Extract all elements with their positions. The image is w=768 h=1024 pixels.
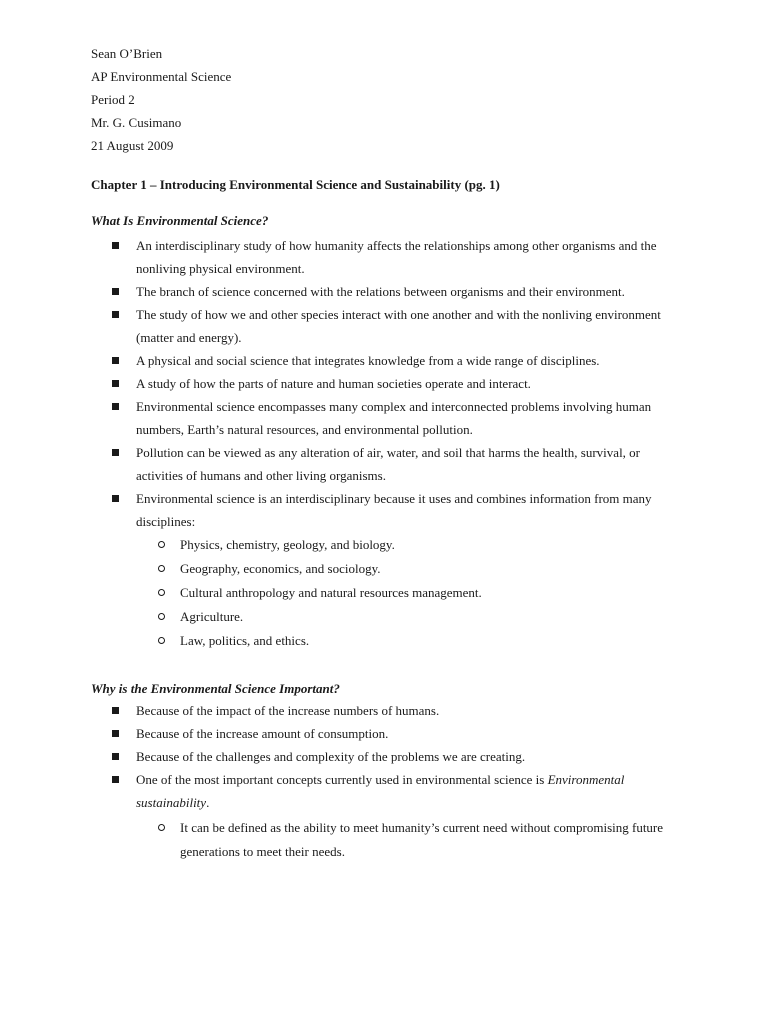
bullet-list-what-is [0,234,768,653]
chapter-title: Chapter 1 – Introducing Environmental Science and Sustainability (pg. 1) [91,177,500,192]
sub-list-item-text: Law, politics, and ethics. [180,633,310,648]
student-header [91,42,231,157]
sub-list-item-text: It can be defined as the ability to meet humanity’s current need without compromising future generations to meet their needs. [180,820,664,859]
list-item [0,722,768,745]
list-item [0,441,768,487]
square-bullet-icon [112,242,119,249]
list-item [0,234,768,280]
sub-bullet-list-disciplines [0,533,768,653]
sub-list-item-text: Agriculture. [180,609,244,624]
circle-bullet-icon [158,541,165,548]
sub-list-item-text: Physics, chemistry, geology, and biology. [180,537,395,552]
list-item [0,699,768,722]
square-bullet-icon [112,357,119,364]
list-item [0,372,768,395]
student-name: Sean O’Brien [91,46,163,61]
square-bullet-icon [112,380,119,387]
sub-bullet-list-sustainability [0,816,768,864]
square-bullet-icon [112,753,119,760]
list-item-text-suffix: . [206,795,210,810]
sustainability-term: Environmental sustainability [136,772,625,810]
sub-list-item-text: Geography, economics, and sociology. [180,561,381,576]
bullet-list-why-important [0,699,768,864]
list-item [0,768,768,864]
sub-list-item-text: Cultural anthropology and natural resources management. [180,585,482,600]
sub-list-item [0,816,768,864]
teacher-name: Mr. G. Cusimano [91,115,182,130]
square-bullet-icon [112,288,119,295]
square-bullet-icon [112,403,119,410]
list-item-text: A physical and social science that integrates knowledge from a wide range of disciplines. [136,353,600,368]
circle-bullet-icon [158,589,165,596]
list-item-text: Environmental science is an interdisciplinary because it uses and combines information from many disciplines: [136,491,652,529]
list-item-text: Because of the impact of the increase numbers of humans. [136,703,440,718]
list-item-text: An interdisciplinary study of how humanity affects the relationships among other organisms and the nonliving physical environment. [136,238,657,276]
list-item [0,280,768,303]
square-bullet-icon [112,707,119,714]
sub-list-item [0,581,768,605]
section-heading-why-important: Why is the Environmental Science Important? [91,681,340,696]
circle-bullet-icon [158,613,165,620]
circle-bullet-icon [158,824,165,831]
sub-list-item [0,605,768,629]
square-bullet-icon [112,730,119,737]
list-item-text: The branch of science concerned with the relations between organisms and their environment. [136,284,625,299]
circle-bullet-icon [158,637,165,644]
list-item [0,395,768,441]
list-item-text: A study of how the parts of nature and human societies operate and interact. [136,376,531,391]
sub-list-item [0,629,768,653]
sub-list-item [0,533,768,557]
list-item-text: Because of the challenges and complexity of the problems we are creating. [136,749,526,764]
circle-bullet-icon [158,565,165,572]
square-bullet-icon [112,495,119,502]
square-bullet-icon [112,449,119,456]
section-heading-what-is: What Is Environmental Science? [91,213,269,228]
list-item-text: Environmental science encompasses many complex and interconnected problems involving human numbers, Earth’s natural resources, and environmental pollution. [136,399,652,437]
list-item [0,349,768,372]
list-item-text: Pollution can be viewed as any alteration of air, water, and soil that harms the health, survival, or activities of humans and other living organisms. [136,445,641,483]
square-bullet-icon [112,311,119,318]
class-period: Period 2 [91,92,135,107]
list-item [0,745,768,768]
list-item-text: Because of the increase amount of consumption. [136,726,389,741]
list-item-text: The study of how we and other species interact with one another and with the nonliving environment (matter and energy). [136,307,661,345]
list-item-text-prefix: One of the most important concepts currently used in environmental science is [136,772,548,787]
square-bullet-icon [112,776,119,783]
document-date: 21 August 2009 [91,138,174,153]
course-name: AP Environmental Science [91,69,232,84]
list-item [0,303,768,349]
list-item [0,487,768,653]
sub-list-item [0,557,768,581]
